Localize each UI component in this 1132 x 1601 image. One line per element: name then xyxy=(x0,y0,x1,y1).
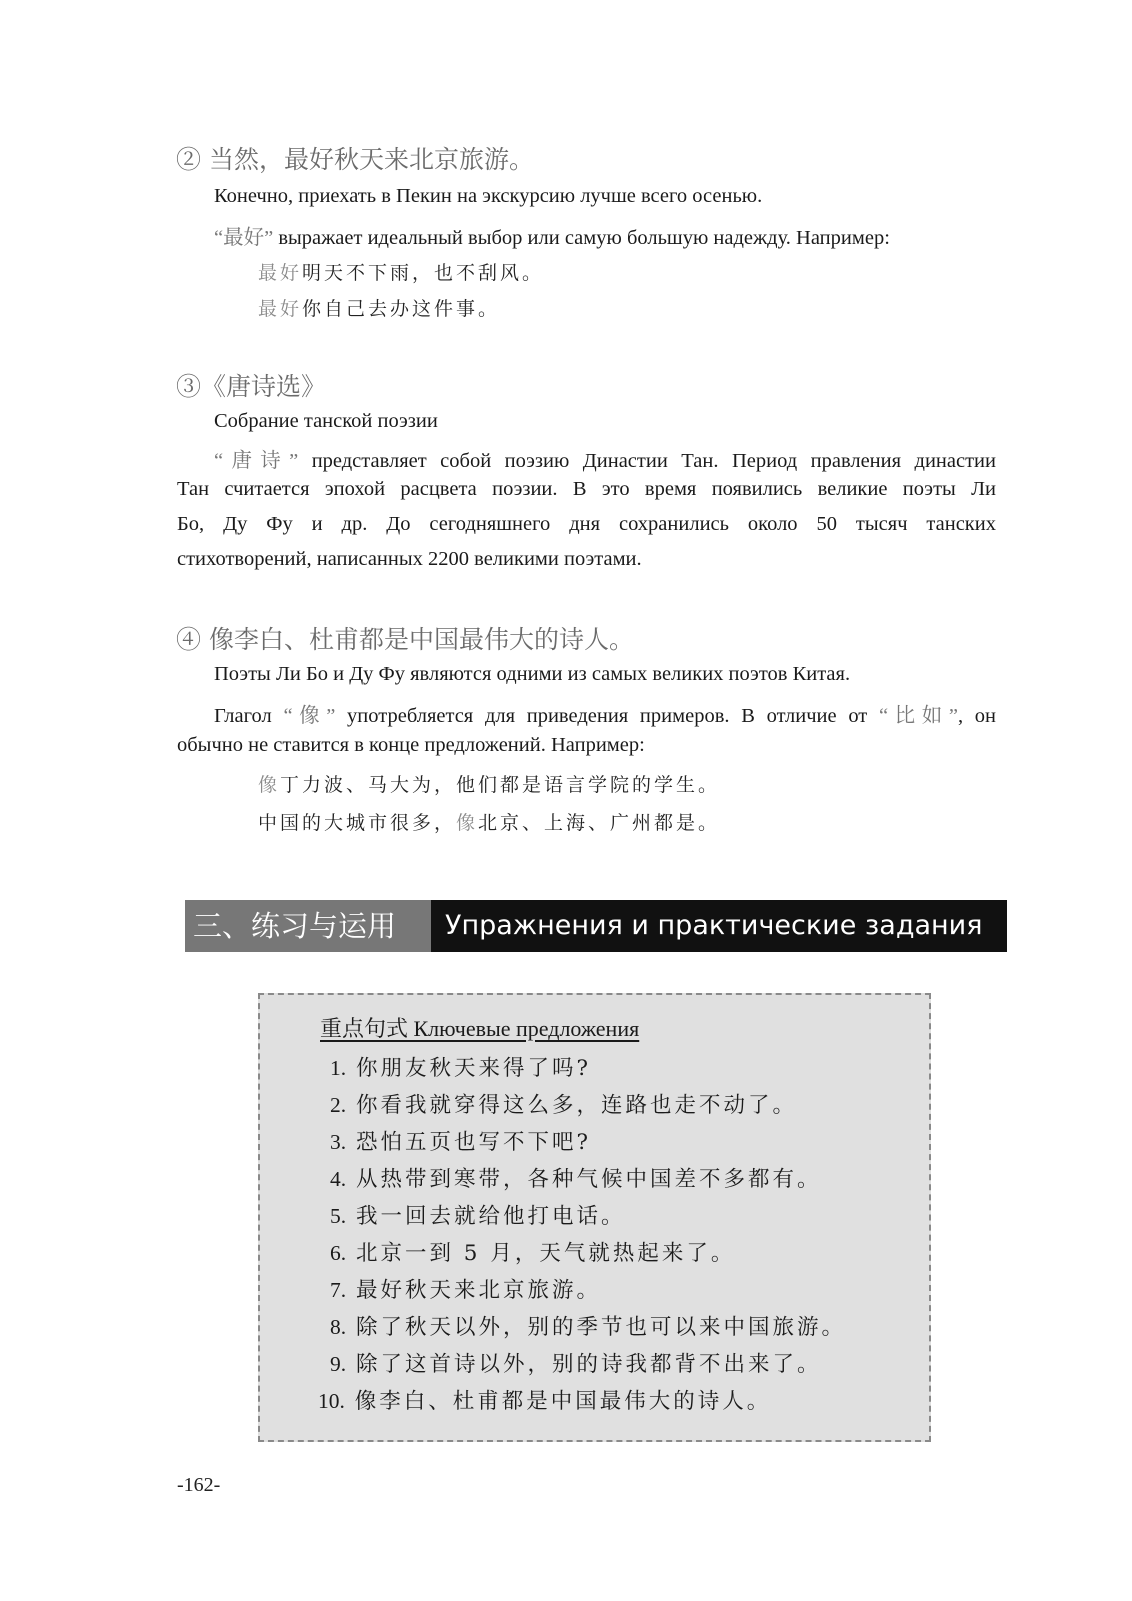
note-4-example-2 xyxy=(258,808,720,835)
key-sentences-title: 重点句式 Ключевые предложения xyxy=(320,1016,640,1041)
key-sentence-text: 除了秋天以外，别的季节也可以来中国旅游。 xyxy=(355,1315,846,1340)
example-text: 丁力波、马大为，他们都是语言学院的学生。 xyxy=(280,774,721,796)
key-sentence xyxy=(330,1088,797,1119)
note-4-explain-a: Глагол xyxy=(214,705,284,727)
key-sentences-box xyxy=(258,993,931,1442)
key-sentence-text: 除了这首诗以外，别的诗我都背不出来了。 xyxy=(355,1352,822,1377)
note-4-explain-b: употребляется для приведения примеров. В отличие от xyxy=(335,705,879,727)
example-highlight: 像 xyxy=(456,812,479,834)
key-sentence-number: 7. xyxy=(330,1278,347,1302)
note-2-quote: “最好” xyxy=(214,227,274,249)
note-4-translation: Поэты Ли Бо и Ду Фу являются одними из самых великих поэтов Китая. xyxy=(214,663,851,685)
note-2-translation: Конечно, приехать в Пекин на экскурсию лучше всего осенью. xyxy=(214,185,763,207)
note-4-quote-2: “比如” xyxy=(878,705,958,727)
note-4-explain-line-2: обычно не ставится в конце предложений. Например: xyxy=(177,734,645,756)
note-4-explain-c: , он xyxy=(957,705,996,727)
key-sentence-text: 从热带到寒带，各种气候中国差不多都有。 xyxy=(355,1167,822,1192)
key-sentence-number: 2. xyxy=(330,1093,347,1117)
key-sentence-text: 你看我就穿得这么多，连路也走不动了。 xyxy=(355,1093,797,1118)
key-sentence-number: 5. xyxy=(330,1204,347,1228)
example-text: 中国的大城市很多， xyxy=(258,812,457,834)
key-sentence-number: 3. xyxy=(330,1130,347,1154)
key-sentence-text: 恐怕五页也写不下吧? xyxy=(355,1130,591,1155)
note-2-explain-text: выражает идеальный выбор или самую большую надежду. Например: xyxy=(273,227,890,249)
note-2-example-2 xyxy=(258,294,500,321)
note-4-heading: ④ 像李白、杜甫都是中国最伟大的诗人。 xyxy=(176,625,634,654)
key-sentence xyxy=(330,1236,735,1267)
key-sentence xyxy=(318,1384,771,1415)
key-sentence-text: 我一回去就给他打电话。 xyxy=(355,1204,626,1229)
key-sentence-number: 4. xyxy=(330,1167,347,1191)
example-highlight: 像 xyxy=(258,774,281,796)
note-4-quote-1: “像” xyxy=(283,705,336,727)
note-3-heading: ③《唐诗选》 xyxy=(176,372,327,401)
key-sentence-number: 1. xyxy=(330,1056,347,1080)
note-3-explain-text: представляет собой поэзию Династии Тан. Период правления династии xyxy=(298,450,996,472)
section-title-ru: Упражнения и практические задания xyxy=(445,910,983,941)
key-sentence xyxy=(330,1199,625,1230)
note-3-explain-line-4: стихотворений, написанных 2200 великими поэтами. xyxy=(177,548,642,570)
key-sentence-text: 你朋友秋天来得了吗? xyxy=(355,1056,591,1081)
example-highlight: 最好 xyxy=(258,262,303,284)
section-title-cn: 三、练习与运用 xyxy=(185,900,431,952)
key-sentence xyxy=(330,1162,821,1193)
key-sentence xyxy=(330,1310,846,1341)
note-4-example-1 xyxy=(258,770,720,797)
example-highlight: 最好 xyxy=(258,298,303,320)
note-2-explanation xyxy=(214,220,890,250)
note-4-explain-line-1 xyxy=(214,698,996,728)
key-sentence-number: 6. xyxy=(330,1241,347,1265)
note-3-explain-line-1 xyxy=(214,443,996,473)
key-sentence-number: 8. xyxy=(330,1315,347,1339)
note-2-heading: ② 当然，最好秋天来北京旅游。 xyxy=(176,145,534,174)
example-text: 你自己去办这件事。 xyxy=(302,298,501,320)
key-sentence-number: 10. xyxy=(318,1389,345,1413)
key-sentence-text: 北京一到 5 月，天气就热起来了。 xyxy=(355,1241,736,1266)
key-sentence xyxy=(330,1273,601,1304)
example-text: 明天不下雨，也不刮风。 xyxy=(302,262,545,284)
note-2-example-1 xyxy=(258,258,544,285)
key-sentence-text: 最好秋天来北京旅游。 xyxy=(355,1278,601,1303)
section-header xyxy=(185,900,1007,952)
note-3-translation: Собрание танской поэзии xyxy=(214,410,438,432)
key-sentence-text: 像李白、杜甫都是中国最伟大的诗人。 xyxy=(354,1389,772,1414)
example-text: 北京、上海、广州都是。 xyxy=(478,812,721,834)
note-3-explain-line-3: Бо, Ду Фу и др. До сегодняшнего дня сохранились около 50 тысяч танских xyxy=(177,513,996,535)
note-3-explain-line-2: Тан считается эпохой расцвета поэзии. В это время появились великие поэты Ли xyxy=(177,478,996,500)
key-sentence xyxy=(330,1051,591,1082)
key-sentence xyxy=(330,1125,591,1156)
key-sentence-number: 9. xyxy=(330,1352,347,1376)
note-3-quote: “唐诗” xyxy=(214,450,299,472)
page-number: -162- xyxy=(177,1474,221,1496)
key-sentence xyxy=(330,1347,821,1378)
